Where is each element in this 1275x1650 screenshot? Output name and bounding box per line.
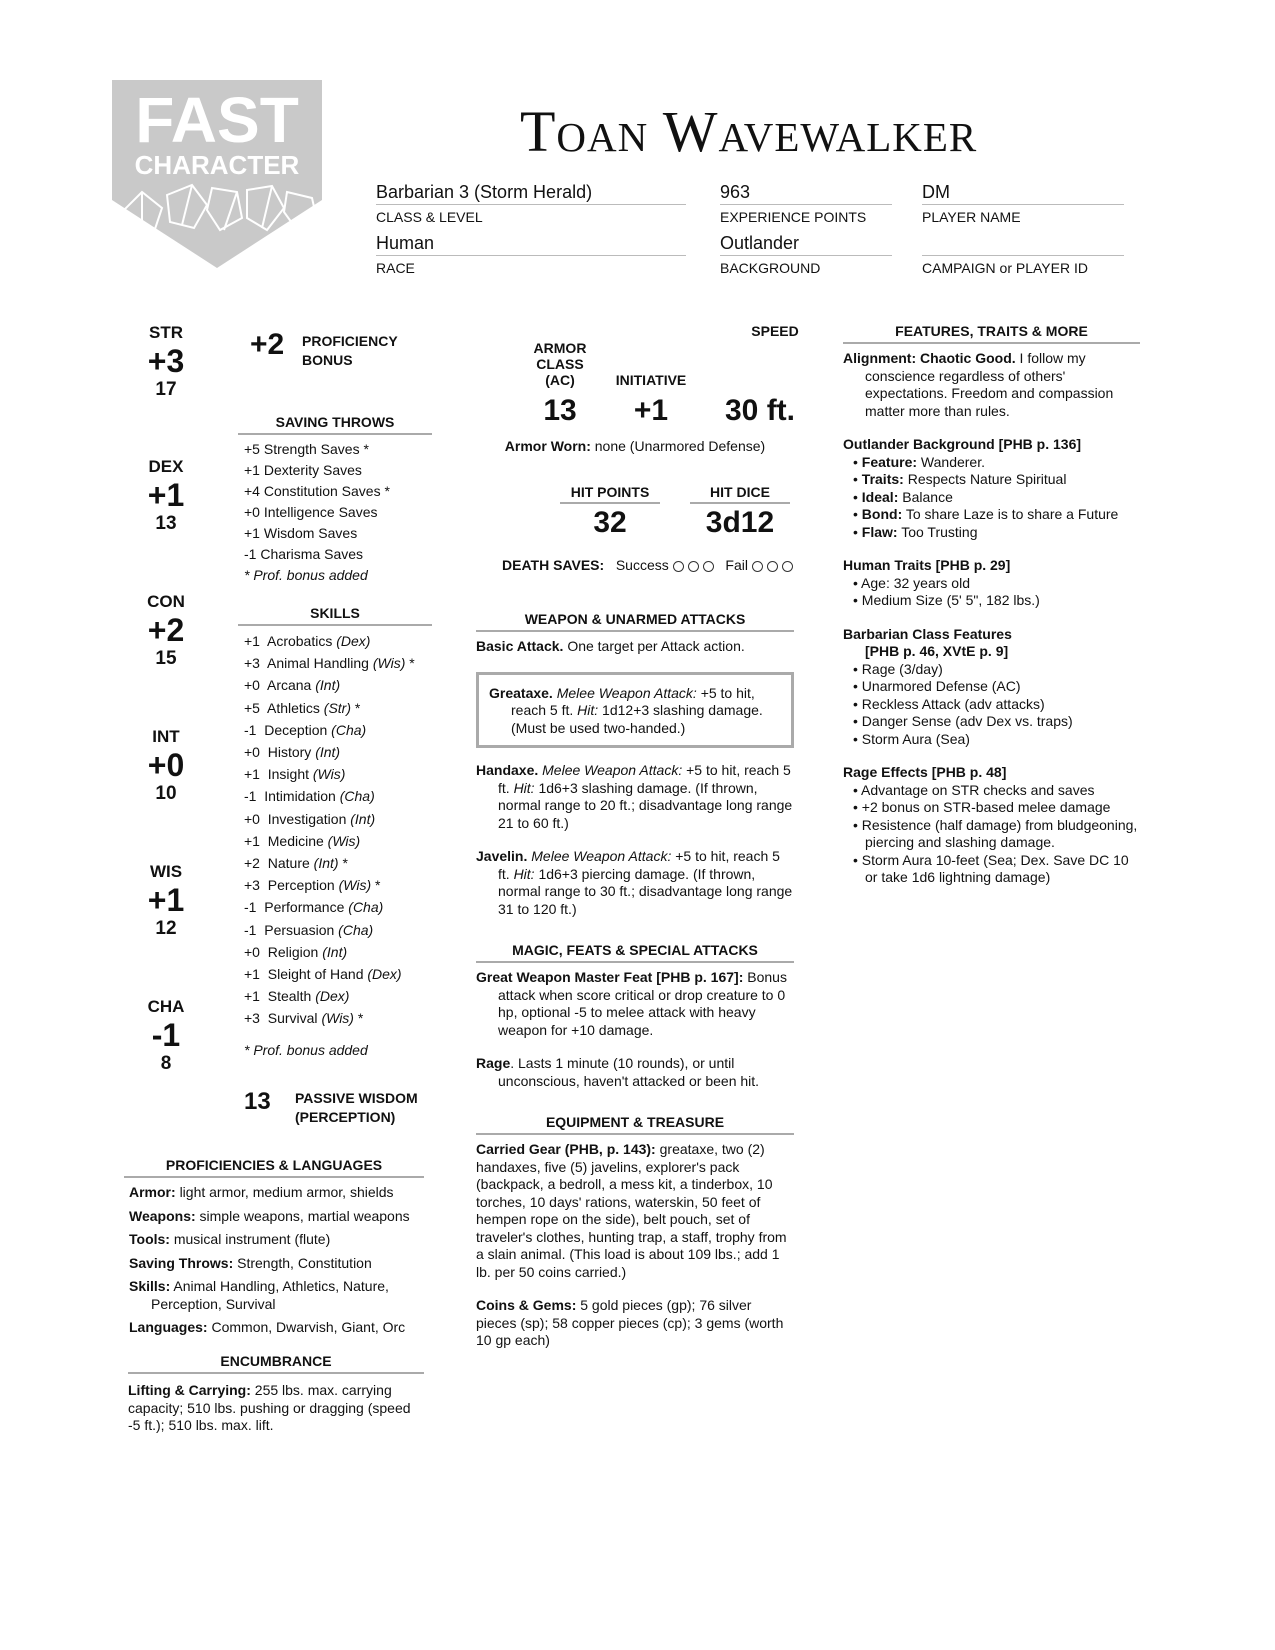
skill-name: Athletics [266,699,320,716]
armor-class-label [520,340,600,388]
ability-mod: +0 [147,747,185,783]
skill-name: Performance [264,899,345,916]
alignment-label: Alignment: Chaotic Good. [843,350,1016,366]
skill-row [244,919,432,941]
save-note: * Prof. bonus added [244,567,368,583]
save-line: -1 Charisma Saves [244,546,364,562]
barbarian-feature-item-text: Danger Sense (adv Dex vs. traps) [861,713,1073,729]
barbarian-feature-item-text: Storm Aura (Sea) [861,730,970,747]
carried-gear [476,1141,794,1281]
skill-mod: +0 [244,744,260,761]
passive-label-1: PASSIVE WISDOM [295,1090,418,1106]
skill-mod: +1 [244,966,260,983]
ability-score: 12 [155,918,177,939]
rage-effect-item: • +2 bonus on STR-based melee damage [853,799,1111,815]
magic-section [476,942,794,1090]
skill-ability: (Dex) [315,988,350,1005]
armor-worn-label: Armor Worn: [504,438,591,454]
hit-points-label: HIT POINTS [560,484,660,504]
prof-saves-text: Strength, Constitution [237,1254,372,1271]
background-item: • Feature: Wanderer. [853,453,985,470]
skill-row [244,963,432,985]
hit-points-value: 32 [593,506,627,539]
javelin-hit-label: Hit: [513,865,535,882]
skill-row [244,652,432,674]
handaxe-attack [476,762,794,832]
skill-ability: (Wis) [372,655,406,672]
barb-title-2: [PHB p. 46, XVtE p. 9] [865,643,1009,659]
ability-mod: +3 [147,343,185,379]
prof-weapons-text: simple weapons, martial weapons [199,1207,410,1224]
basic-attack-label: Basic Attack. [476,638,564,654]
proficiency-label [302,332,398,370]
human-trait-item-text: Medium Size (5' 5", 182 lbs.) [861,592,1040,608]
rage-label: Rage [476,1055,511,1071]
campaign-value [922,231,1124,256]
skill-name: Persuasion [264,921,335,938]
prof-weapons-label: Weapons: [129,1207,196,1224]
background-item-label: Feature: [861,453,918,470]
prof-skills [129,1278,424,1313]
handaxe-damage: 1d6+3 slashing damage. (If thrown, normal range to 20 ft.; disadvantage long range 21 to 60 ft.) [498,779,793,831]
coins-text: 5 gold pieces (gp); 76 silver pieces (sp); 58 copper pieces (cp); 3 gems (worth 10 gp each) [476,1297,784,1348]
encumbrance-label: Lifting & Carrying: [128,1382,251,1398]
skill-prof-marker: * [375,877,381,894]
ability-score: 8 [160,1053,172,1074]
skill-name: Animal Handling [266,655,369,672]
prof-tools-label: Tools: [129,1231,170,1247]
skill-ability: (Cha) [339,788,375,805]
skill-ability: (Cha) [338,921,374,938]
proficiencies-section [124,1157,424,1337]
magic-title: MAGIC, FEATS & SPECIAL ATTACKS [476,942,794,963]
armor-worn-text: none (Unarmored Defense) [594,438,766,454]
death-saves [502,557,797,573]
save-line: +4 Constitution Saves * [244,483,390,499]
fail-circle-icon[interactable] [752,561,763,572]
skill-row [244,808,432,830]
player-value: DM [922,180,1124,205]
skill-name: Acrobatics [266,633,333,649]
skill-name: Perception [267,877,335,894]
passive-wisdom-value: 13 [244,1088,271,1115]
skill-name: Stealth [267,988,312,1005]
background-item-text: Too Trusting [901,523,978,540]
proficiency-label-2: BONUS [302,352,353,368]
gwm-text: Bonus attack when score critical or drop creature to 0 hp, optional -5 to melee attack with heavy weapon for +10 damage. [498,969,787,1038]
ability-cha [138,997,194,1075]
success-circle-icon[interactable] [703,561,714,572]
ac-label-2: CLASS [536,356,584,372]
background-list [843,454,1140,542]
skill-mod: -1 [244,899,257,916]
equipment-section [476,1114,794,1350]
skill-name: Sleight of Hand [267,966,364,983]
rage-effects-list [843,782,1140,887]
skill-mod: +1 [244,766,260,783]
player-label: PLAYER NAME [922,209,1021,225]
human-traits-title: Human Traits [PHB p. 29] [843,557,1011,573]
skill-mod: +5 [244,699,260,716]
attacks-section [476,611,794,918]
ability-name: CHA [147,997,185,1016]
skill-ability: (Wis) [327,832,361,849]
prof-armor-label: Armor: [129,1184,176,1200]
skill-prof-marker: * [357,1010,364,1027]
background-item-text: Balance [902,488,953,505]
background-field [720,231,892,276]
human-trait-item-text: Age: 32 years old [861,574,970,591]
success-circle-icon[interactable] [688,561,699,572]
skill-row [244,852,432,874]
ability-score: 13 [155,513,177,534]
character-name: Toan Wavewalker [520,99,978,164]
prof-saves [129,1255,424,1273]
ability-mod: +1 [147,882,185,918]
save-line: +1 Dexterity Saves [244,462,362,478]
rage-effect-item: • Storm Aura 10-feet (Sea; Dex. Save DC 10 or take 1d6 lightning damage) [853,851,1129,885]
armor-class-value: 13 [543,394,577,427]
background-value: Outlander [720,231,892,256]
speed-value: 30 ft. [724,394,796,427]
barbarian-feature-item-text: Unarmored Defense (AC) [861,678,1021,694]
skill-mod: +0 [244,943,260,960]
barbarian-feature-item: • Reckless Attack (adv attacks) [853,695,1045,712]
ability-name: DEX [148,457,184,476]
prof-skills-label: Skills: [129,1278,171,1294]
speed-label: SPEED [751,323,799,339]
encumbrance-body: 255 lbs. max. carrying capacity; 510 lbs. pushing or dragging (speed -5 ft.); 510 lbs. max. lift. [128,1382,411,1433]
prof-tools-text: musical instrument (flute) [173,1231,331,1247]
ability-mod: +1 [147,477,185,513]
rage-feature [476,1055,794,1090]
background-item: • Bond: To share Laze is to share a Future [853,506,1119,522]
rage-effect-item: • Advantage on STR checks and saves [853,781,1095,798]
background-item-text: To share Laze is to share a Future [905,506,1119,522]
background-item-label: Bond: [861,506,903,522]
basic-attack-text: One target per Attack action. [567,638,745,654]
human-trait-item: • Medium Size (5' 5", 182 lbs.) [853,592,1040,608]
prof-languages-label: Languages: [129,1319,208,1335]
xp-field [720,180,892,225]
skill-row [244,630,432,652]
skill-ability: (Str) [323,699,352,716]
skill-ability: (Dex) [367,966,402,983]
encumbrance-section [128,1353,424,1435]
skill-ability: (Wis) [321,1010,354,1027]
barbarian-feature-item: • Storm Aura (Sea) [853,730,970,747]
skill-ability: (Wis) [312,766,346,783]
skill-row [244,941,432,963]
rage-effects-title: Rage Effects [PHB p. 48] [843,764,1007,780]
ability-score: 15 [155,648,177,669]
fast-character-logo [112,80,336,280]
skill-mod: -1 [244,921,257,938]
ac-label-3: (AC) [545,372,575,388]
skill-ability: (Int) [315,744,341,761]
prof-languages [129,1319,424,1337]
ability-name: CON [147,592,185,611]
background-item: • Ideal: Balance [853,488,953,505]
skill-mod: +0 [244,677,260,694]
barbarian-feature-item: • Unarmored Defense (AC) [853,678,1021,694]
gwm-label: Great Weapon Master Feat [PHB p. 167]: [476,969,744,985]
save-line: +0 Intelligence Saves [244,504,378,520]
human-trait-item: • Age: 32 years old [853,574,970,591]
skill-row [244,697,432,719]
ability-int [138,727,194,805]
barbarian-features-title [843,626,1140,661]
ac-label-1: ARMOR [533,340,587,356]
skill-ability: (Int) [322,943,348,960]
attacks-title: WEAPON & UNARMED ATTACKS [476,611,794,632]
initiative-label: INITIATIVE [615,372,687,388]
rage-effect-item-text: Advantage on STR checks and saves [861,781,1095,798]
skill-name: Deception [264,721,328,738]
skill-ability: (Wis) [338,877,372,894]
greataxe-box [476,672,794,749]
javelin-hit-text: +5 to hit, reach 5 ft. [498,848,780,882]
rage-effect-item: • Resistence (half damage) from bludgeoning, piercing and slashing damage. [853,816,1138,850]
skill-name: Investigation [267,810,347,827]
class-level-field [376,180,686,225]
ability-mod: +2 [147,612,185,648]
encumbrance-text [128,1382,424,1435]
skills-note: * Prof. bonus added [244,1041,368,1058]
campaign-label: CAMPAIGN or PLAYER ID [922,260,1088,276]
success-circle-icon[interactable] [673,561,684,572]
initiative-value: +1 [633,394,669,427]
xp-label: EXPERIENCE POINTS [720,209,867,225]
ability-str [138,323,194,401]
background-item-text: Wanderer. [920,453,985,470]
alignment [843,350,1140,420]
ability-dex [138,457,194,535]
background-item: • Traits: Respects Nature Spiritual [853,471,1067,487]
barbarian-feature-item-text: Reckless Attack (adv attacks) [861,695,1045,712]
logo-word-character: CHARACTER [134,150,300,180]
skill-mod: +1 [244,832,260,849]
hit-dice-value: 3d12 [705,506,775,539]
skill-mod: +0 [244,810,260,827]
death-saves-label: DEATH SAVES: [502,557,605,573]
background-item-label: Traits: [861,471,904,487]
gwm-feat [476,969,794,1039]
race-value: Human [376,231,686,256]
skill-row [244,763,432,785]
basic-attack [476,638,794,656]
proficiencies-title: PROFICIENCIES & LANGUAGES [124,1157,424,1178]
barb-title-1: Barbarian Class Features [843,625,1012,642]
skill-prof-marker: * [409,655,415,672]
save-line: +1 Wisdom Saves [244,525,358,541]
skill-row [244,785,432,807]
skill-ability: (Int) [313,855,339,872]
race-field [376,231,686,276]
player-field [922,180,1124,225]
rage-text: . Lasts 1 minute (10 rounds), or until unconscious, haven't attacked or been hit. [498,1055,760,1089]
saving-throws-section [238,414,432,586]
ability-name: WIS [149,862,183,881]
campaign-field [922,231,1124,276]
xp-value: 963 [720,180,892,205]
coins-label: Coins & Gems: [476,1297,577,1313]
background-label: BACKGROUND [720,260,821,276]
death-fail-label: Fail [725,557,748,573]
greataxe-damage: 1d12+3 slashing damage. (Must be used two-handed.) [511,702,763,736]
skill-name: History [267,744,312,761]
armor-worn [470,438,800,454]
skill-prof-marker: * [354,699,361,716]
logo-word-fast: FAST [135,84,299,156]
death-success-label: Success [615,557,669,573]
ability-name: STR [149,323,183,342]
hit-dice-label: HIT DICE [690,484,790,504]
skill-mod: +3 [244,877,260,894]
greataxe-hit-label: Hit: [577,702,599,718]
proficiency-value: +2 [250,328,285,361]
ability-con [138,592,194,670]
skill-row [244,741,432,763]
gear-label: Carried Gear (PHB, p. 143): [476,1141,656,1157]
passive-label-2: (PERCEPTION) [295,1109,396,1125]
skill-row [244,674,432,696]
prof-languages-text: Common, Dwarvish, Giant, Orc [211,1319,406,1335]
skill-name: Arcana [266,677,312,694]
encumbrance-title: ENCUMBRANCE [128,1353,424,1374]
rage-effect-item-text: Resistence (half damage) from bludgeoning, piercing and slashing damage. [861,816,1138,850]
barbarian-feature-item: • Rage (3/day) [853,660,943,677]
skill-row [244,896,432,918]
features-section [843,323,1140,887]
ability-name: INT [152,727,180,746]
prof-armor-text: light armor, medium armor, shields [179,1184,394,1200]
ability-mod: -1 [151,1017,181,1053]
class-level-value: Barbarian 3 (Storm Herald) [376,180,686,205]
skill-name: Insight [267,766,309,783]
skill-name: Intimidation [264,788,336,805]
skill-row [244,719,432,741]
javelin-damage: 1d6+3 piercing damage. (If thrown, normal range to 30 ft.; disadvantage long range 31 to 120 ft.) [498,865,793,917]
ability-wis [138,862,194,940]
prof-tools [129,1231,424,1249]
skill-name: Nature [267,855,310,872]
skill-prof-marker: * [342,855,348,872]
background-item-text: Respects Nature Spiritual [907,471,1067,487]
skill-mod: +3 [244,655,260,672]
save-line: +5 Strength Saves * [244,441,369,457]
background-item-label: Flaw: [861,523,898,540]
handaxe-hit-label: Hit: [513,779,535,796]
skill-name: Religion [267,943,319,960]
skills-title: SKILLS [238,605,432,626]
greataxe-name: Greataxe. [489,684,553,701]
coins-gems [476,1297,794,1350]
greataxe-hit-text: +5 to hit, reach 5 ft. [511,684,755,718]
gear-text: greataxe, two (2) handaxes, five (5) javelins, explorer's pack (backpack, a bedroll, a mess kit, a tinderbox, 10 torches, 10 days' rations, waterskin, 50 feet of hempen rope on the side), belt pouch, set of traveler's clothes, hunting trap, a staff, trophy from a slain animal. (This load is about 109 lbs.; add 1 lb. per 50 coins carried.) [476,1141,787,1280]
handaxe-type: Melee Weapon Attack: [542,762,683,778]
skill-ability: (Int) [315,677,341,694]
barbarian-feature-item: • Danger Sense (adv Dex vs. traps) [853,713,1073,729]
rage-effect-item-text: +2 bonus on STR-based melee damage [861,799,1111,815]
skill-mod: +1 [244,633,260,649]
javelin-type: Melee Weapon Attack: [531,848,672,864]
skill-name: Medicine [267,832,324,849]
race-label: RACE [376,260,415,276]
skill-name: Survival [267,1010,318,1027]
skill-row [244,985,432,1007]
handaxe-hit-text: +5 to hit, reach 5 ft. [498,762,791,796]
human-traits-list [843,575,1140,610]
skill-mod: -1 [244,721,257,738]
background-title: Outlander Background [PHB p. 136] [843,436,1082,452]
skill-mod: +1 [244,988,260,1005]
saving-throws-title: SAVING THROWS [238,414,432,435]
proficiency-label-1: PROFICIENCY [302,333,398,349]
alignment-text: I follow my conscience regardless of others' expectations. Freedom and compassion matter more than rules. [865,350,1114,419]
skill-mod: -1 [244,788,257,805]
fail-circle-icon[interactable] [782,561,793,572]
skill-row [244,830,432,852]
greataxe-attack [489,685,781,738]
prof-skills-text: Animal Handling, Athletics, Nature, Perception, Survival [151,1278,389,1312]
handaxe-name: Handaxe. [476,762,539,778]
fail-circle-icon[interactable] [767,561,778,572]
greataxe-type: Melee Weapon Attack: [556,684,697,701]
skill-row [244,1007,432,1029]
javelin-name: Javelin. [476,848,528,864]
javelin-attack [476,848,794,918]
ability-score: 17 [155,379,177,400]
features-title: FEATURES, TRAITS & MORE [843,323,1140,344]
skill-row [244,874,432,896]
class-level-label: CLASS & LEVEL [376,209,483,225]
skill-mod: +2 [244,855,260,872]
prof-armor [129,1184,424,1202]
ability-score: 10 [155,783,177,804]
passive-wisdom-label [295,1089,418,1127]
skill-ability: (Int) [350,810,376,827]
skill-ability: (Cha) [348,899,384,916]
skills-list [238,630,432,1030]
skills-section [238,605,432,1061]
barbarian-features-list [843,661,1140,749]
equipment-title: EQUIPMENT & TREASURE [476,1114,794,1135]
skill-ability: (Dex) [336,633,371,649]
prof-saves-label: Saving Throws: [129,1254,234,1271]
skill-mod: +3 [244,1010,260,1027]
background-item-label: Ideal: [861,488,899,505]
background-item: • Flaw: Too Trusting [853,523,978,540]
prof-weapons [129,1208,424,1226]
skill-ability: (Cha) [331,721,367,738]
rage-effect-item-text: Storm Aura 10-feet (Sea; Dex. Save DC 10 or take 1d6 lightning damage) [861,851,1129,885]
barbarian-feature-item-text: Rage (3/day) [861,660,943,677]
